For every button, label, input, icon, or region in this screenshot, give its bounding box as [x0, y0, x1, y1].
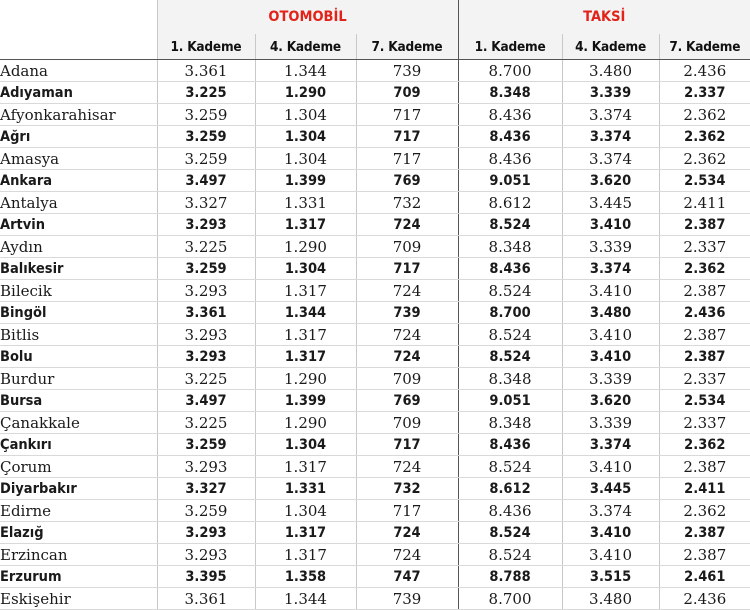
province-name: Edirne	[0, 500, 157, 522]
table-row	[0, 302, 750, 324]
fare-cell: 1.344	[255, 588, 356, 610]
fare-cell: 3.497	[157, 390, 255, 412]
fare-cell: 8.524	[458, 324, 562, 346]
corner-cell	[0, 34, 157, 60]
fare-cell: 3.225	[157, 412, 255, 434]
fare-cell: 3.339	[562, 368, 659, 390]
province-name: Afyonkarahisar	[0, 104, 157, 126]
fare-cell: 3.410	[562, 214, 659, 236]
column-header: 7. Kademe	[356, 34, 458, 60]
fare-cell: 3.480	[562, 60, 659, 82]
fare-cell: 1.290	[255, 82, 356, 104]
fare-cell: 709	[356, 412, 458, 434]
fare-cell: 8.524	[458, 280, 562, 302]
column-header: 4. Kademe	[255, 34, 356, 60]
fare-cell: 2.461	[659, 566, 750, 588]
table-row	[0, 148, 750, 170]
fare-cell: 2.337	[659, 412, 750, 434]
fare-cell: 2.387	[659, 280, 750, 302]
fare-cell: 717	[356, 104, 458, 126]
fare-cell: 8.524	[458, 456, 562, 478]
fare-cell: 1.317	[255, 214, 356, 236]
fare-cell: 3.339	[562, 412, 659, 434]
province-name: Bitlis	[0, 324, 157, 346]
table-row	[0, 368, 750, 390]
fare-cell: 1.317	[255, 346, 356, 368]
group-header-row	[0, 0, 750, 34]
fare-cell: 709	[356, 368, 458, 390]
fare-cell: 3.293	[157, 280, 255, 302]
fare-cell: 724	[356, 456, 458, 478]
fare-cell: 1.290	[255, 236, 356, 258]
province-name: Aydın	[0, 236, 157, 258]
fare-cell: 8.524	[458, 522, 562, 544]
fare-cell: 2.534	[659, 390, 750, 412]
fare-cell: 3.293	[157, 214, 255, 236]
fare-cell: 2.387	[659, 522, 750, 544]
fare-cell: 739	[356, 588, 458, 610]
fare-cell: 1.358	[255, 566, 356, 588]
fare-cell: 1.344	[255, 60, 356, 82]
table-row	[0, 258, 750, 280]
fare-cell: 2.362	[659, 126, 750, 148]
fare-cell: 1.304	[255, 258, 356, 280]
fare-cell: 1.304	[255, 434, 356, 456]
table-row	[0, 280, 750, 302]
fare-cell: 3.410	[562, 324, 659, 346]
fare-cell: 3.374	[562, 258, 659, 280]
fare-cell: 2.411	[659, 192, 750, 214]
fare-cell: 3.327	[157, 192, 255, 214]
fare-cell: 1.399	[255, 390, 356, 412]
fare-cell: 3.225	[157, 82, 255, 104]
table-row	[0, 544, 750, 566]
fare-cell: 2.337	[659, 82, 750, 104]
fare-cell: 732	[356, 192, 458, 214]
fare-cell: 2.436	[659, 302, 750, 324]
fare-cell: 709	[356, 236, 458, 258]
fare-cell: 732	[356, 478, 458, 500]
fare-cell: 3.620	[562, 390, 659, 412]
table-row	[0, 588, 750, 610]
fare-cell: 724	[356, 324, 458, 346]
fare-cell: 3.515	[562, 566, 659, 588]
province-name: Diyarbakır	[0, 478, 157, 500]
fare-cell: 3.225	[157, 368, 255, 390]
table-row	[0, 522, 750, 544]
table-row	[0, 500, 750, 522]
fare-cell: 2.387	[659, 456, 750, 478]
fare-cell: 747	[356, 566, 458, 588]
table-row	[0, 170, 750, 192]
province-name: Adıyaman	[0, 82, 157, 104]
fare-cell: 739	[356, 302, 458, 324]
fare-cell: 8.524	[458, 346, 562, 368]
column-header: 7. Kademe	[659, 34, 750, 60]
fare-cell: 2.534	[659, 170, 750, 192]
fare-cell: 1.317	[255, 456, 356, 478]
fare-cell: 3.361	[157, 588, 255, 610]
fare-cell: 1.331	[255, 192, 356, 214]
fare-cell: 3.445	[562, 192, 659, 214]
fare-cell: 3.480	[562, 302, 659, 324]
fare-cell: 8.524	[458, 544, 562, 566]
fare-cell: 769	[356, 390, 458, 412]
table-row	[0, 456, 750, 478]
fare-cell: 2.362	[659, 500, 750, 522]
corner-cell	[0, 0, 157, 34]
fare-cell: 3.374	[562, 434, 659, 456]
fare-cell: 3.339	[562, 82, 659, 104]
province-name: Amasya	[0, 148, 157, 170]
fare-cell: 1.304	[255, 500, 356, 522]
province-name: Balıkesir	[0, 258, 157, 280]
fare-cell: 1.304	[255, 126, 356, 148]
table-row	[0, 324, 750, 346]
fare-cell: 3.374	[562, 500, 659, 522]
fare-cell: 724	[356, 346, 458, 368]
fare-cell: 3.259	[157, 434, 255, 456]
column-header: 1. Kademe	[157, 34, 255, 60]
fare-cell: 724	[356, 214, 458, 236]
fare-cell: 2.362	[659, 104, 750, 126]
fare-cell: 3.259	[157, 258, 255, 280]
fare-cell: 1.304	[255, 104, 356, 126]
fare-cell: 717	[356, 434, 458, 456]
table-row	[0, 566, 750, 588]
fare-cell: 3.374	[562, 148, 659, 170]
fare-cell: 3.445	[562, 478, 659, 500]
fare-cell: 3.327	[157, 478, 255, 500]
fare-cell: 8.348	[458, 412, 562, 434]
fare-cell: 1.304	[255, 148, 356, 170]
table-body	[0, 60, 750, 610]
fare-cell: 1.317	[255, 522, 356, 544]
fare-cell: 3.293	[157, 522, 255, 544]
fare-cell: 3.497	[157, 170, 255, 192]
fare-cell: 8.612	[458, 192, 562, 214]
fare-cell: 3.361	[157, 60, 255, 82]
fare-cell: 8.348	[458, 236, 562, 258]
fare-cell: 1.344	[255, 302, 356, 324]
province-name: Çankırı	[0, 434, 157, 456]
fare-cell: 724	[356, 280, 458, 302]
province-name: Erzurum	[0, 566, 157, 588]
table-row	[0, 478, 750, 500]
fare-cell: 2.436	[659, 588, 750, 610]
table-row	[0, 192, 750, 214]
fare-cell: 3.293	[157, 544, 255, 566]
province-name: Adana	[0, 60, 157, 82]
fare-cell: 2.411	[659, 478, 750, 500]
fare-cell: 8.700	[458, 302, 562, 324]
fare-cell: 724	[356, 522, 458, 544]
fare-cell: 3.480	[562, 588, 659, 610]
column-header-row	[0, 34, 750, 60]
province-name: Antalya	[0, 192, 157, 214]
fare-cell: 1.399	[255, 170, 356, 192]
fare-cell: 2.337	[659, 236, 750, 258]
fare-cell: 9.051	[458, 170, 562, 192]
table-row	[0, 412, 750, 434]
province-name: Bursa	[0, 390, 157, 412]
fare-cell: 8.436	[458, 258, 562, 280]
fare-cell: 9.051	[458, 390, 562, 412]
table-row	[0, 346, 750, 368]
province-name: Ankara	[0, 170, 157, 192]
fare-cell: 717	[356, 258, 458, 280]
fare-cell: 1.290	[255, 368, 356, 390]
fare-cell: 3.410	[562, 346, 659, 368]
fare-cell: 3.259	[157, 500, 255, 522]
fare-cell: 2.387	[659, 544, 750, 566]
fare-cell: 3.410	[562, 544, 659, 566]
fare-cell: 2.362	[659, 434, 750, 456]
table-row	[0, 126, 750, 148]
fare-cell: 8.348	[458, 368, 562, 390]
fare-cell: 2.387	[659, 346, 750, 368]
fare-cell: 3.339	[562, 236, 659, 258]
province-name: Ağrı	[0, 126, 157, 148]
table-row	[0, 390, 750, 412]
fare-cell: 3.620	[562, 170, 659, 192]
fare-cell: 1.317	[255, 544, 356, 566]
fare-cell: 3.293	[157, 324, 255, 346]
fare-cell: 3.374	[562, 104, 659, 126]
province-name: Bolu	[0, 346, 157, 368]
fare-cell: 8.348	[458, 82, 562, 104]
fare-cell: 3.395	[157, 566, 255, 588]
province-name: Elazığ	[0, 522, 157, 544]
fare-cell: 717	[356, 148, 458, 170]
province-name: Eskişehir	[0, 588, 157, 610]
fare-cell: 8.524	[458, 214, 562, 236]
table-row	[0, 236, 750, 258]
fare-cell: 8.436	[458, 148, 562, 170]
province-name: Burdur	[0, 368, 157, 390]
fare-cell: 1.317	[255, 324, 356, 346]
fare-cell: 1.331	[255, 478, 356, 500]
fare-cell: 3.293	[157, 346, 255, 368]
fare-cell: 8.436	[458, 104, 562, 126]
column-header: 1. Kademe	[458, 34, 562, 60]
fare-cell: 8.788	[458, 566, 562, 588]
fare-cell: 3.293	[157, 456, 255, 478]
fare-cell: 8.436	[458, 500, 562, 522]
fare-cell: 3.361	[157, 302, 255, 324]
province-name: Bilecik	[0, 280, 157, 302]
fare-cell: 724	[356, 544, 458, 566]
fare-cell: 769	[356, 170, 458, 192]
fare-cell: 1.317	[255, 280, 356, 302]
fare-cell: 8.612	[458, 478, 562, 500]
fare-cell: 2.387	[659, 324, 750, 346]
group-header-otomobil: OTOMOBİL	[157, 0, 458, 34]
fare-cell: 2.436	[659, 60, 750, 82]
fare-cell: 8.436	[458, 126, 562, 148]
province-name: Çorum	[0, 456, 157, 478]
table-row	[0, 104, 750, 126]
fare-cell: 717	[356, 126, 458, 148]
table-row	[0, 434, 750, 456]
fare-cell: 2.362	[659, 258, 750, 280]
fare-cell: 2.362	[659, 148, 750, 170]
group-header-taksi: TAKSİ	[458, 0, 750, 34]
table-row	[0, 60, 750, 82]
fare-cell: 8.700	[458, 60, 562, 82]
fare-cell: 8.700	[458, 588, 562, 610]
fare-cell: 1.290	[255, 412, 356, 434]
fare-cell: 717	[356, 500, 458, 522]
column-header: 4. Kademe	[562, 34, 659, 60]
fare-cell: 3.410	[562, 456, 659, 478]
fare-cell: 3.410	[562, 280, 659, 302]
fare-cell: 709	[356, 82, 458, 104]
fare-cell: 739	[356, 60, 458, 82]
province-name: Erzincan	[0, 544, 157, 566]
table-row	[0, 82, 750, 104]
fare-cell: 3.225	[157, 236, 255, 258]
fare-cell: 3.374	[562, 126, 659, 148]
province-name: Artvin	[0, 214, 157, 236]
table-row	[0, 214, 750, 236]
fare-cell: 2.337	[659, 368, 750, 390]
fare-cell: 3.259	[157, 104, 255, 126]
fare-cell: 2.387	[659, 214, 750, 236]
fare-cell: 3.259	[157, 126, 255, 148]
province-name: Bingöl	[0, 302, 157, 324]
province-name: Çanakkale	[0, 412, 157, 434]
fare-cell: 3.259	[157, 148, 255, 170]
fare-cell: 8.436	[458, 434, 562, 456]
fare-cell: 3.410	[562, 522, 659, 544]
